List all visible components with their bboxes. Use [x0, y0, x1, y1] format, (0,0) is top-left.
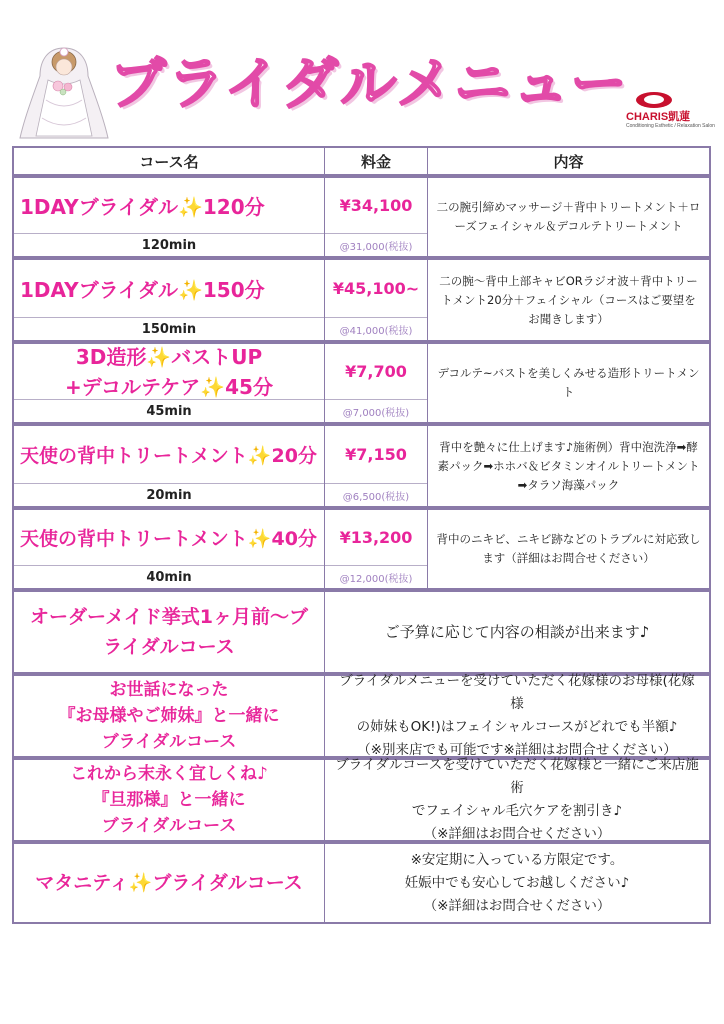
course-price-tax: @6,500(税抜) — [342, 491, 410, 503]
course-name-cell — [14, 426, 325, 506]
course-name: 天使の背中トリートメント✨40分 — [14, 510, 324, 566]
course-name — [14, 760, 324, 840]
page-header — [0, 0, 724, 142]
course-description: ご予算に応じて内容の相談が出来ます♪ — [384, 622, 650, 641]
course-description: 二の腕引締めマッサージ＋背中トリートメント＋ローズフェイシャル＆デコルテトリートメント — [436, 200, 701, 233]
course-name — [14, 592, 324, 672]
table-row — [12, 508, 711, 590]
description-line: でフェイシャル毛穴ケアを割引き♪ — [411, 803, 623, 819]
course-description: 背中のニキビ、ニキビ跡などのトラブルに対応致します（詳細はお問合せください） — [436, 532, 701, 565]
course-duration: 150min — [141, 321, 197, 337]
course-price: ¥7,150 — [325, 426, 427, 484]
table-row — [12, 590, 711, 674]
table-row — [12, 842, 711, 924]
course-name-line: ブライダルコース — [101, 732, 237, 752]
logo-text: CHARIS凱蓮 — [626, 111, 691, 123]
col-price-header: 料金 — [325, 148, 428, 174]
course-name-line: ブライダルコース — [101, 816, 237, 836]
course-name-cell — [14, 344, 325, 422]
col-name-header: コース名 — [14, 148, 325, 174]
description-line: ブライダルメニューを受けていただく花嫁様のお母様(花嫁様 — [339, 673, 695, 712]
table-row — [12, 758, 711, 842]
course-name-cell — [14, 592, 325, 672]
course-duration: 45min — [146, 403, 192, 419]
desc-cell — [325, 844, 709, 922]
course-name-cell — [14, 844, 325, 922]
course-name-line: 『お母様やご姉妹』と一緒に — [58, 706, 280, 726]
description-line: ブライダルコースを受けていただく花嫁様と一緒にご来店施術 — [335, 757, 699, 796]
price-cell — [325, 426, 428, 506]
bride-illustration-icon — [18, 40, 110, 140]
desc-cell — [428, 510, 709, 588]
col-desc-header: 内容 — [553, 152, 584, 171]
course-name: マタニティ✨ブライダルコース — [35, 872, 303, 894]
course-description: デコルテ~バストを美しくみせる造形トリートメント — [437, 366, 700, 399]
desc-cell — [325, 673, 709, 758]
course-name-line: 3D造形✨バストUP — [75, 344, 263, 369]
course-price-tax: @31,000(税抜) — [339, 241, 413, 253]
course-name: 1DAYブライダル✨150分 — [14, 260, 324, 318]
description-line: ※安定期に入っている方限定です。 — [410, 851, 624, 868]
course-name-line: ライダルコース — [103, 636, 235, 658]
desc-cell — [428, 178, 709, 256]
table-row — [12, 176, 711, 258]
course-name-line: これから末永く宜しくね♪ — [70, 764, 268, 784]
course-name-cell — [14, 260, 325, 340]
table-header-row — [12, 146, 711, 176]
course-duration: 20min — [146, 487, 192, 503]
price-cell — [325, 510, 428, 588]
course-name-cell — [14, 676, 325, 756]
price-cell — [325, 260, 428, 340]
course-name-cell — [14, 510, 325, 588]
description-line: （※詳細はお問合せください） — [423, 826, 611, 842]
course-description — [325, 844, 709, 922]
course-description — [325, 673, 709, 758]
course-name-line: オーダーメイド挙式1ヶ月前～ブ — [30, 606, 308, 628]
course-price: ¥34,100 — [325, 178, 427, 234]
course-price-tax: @7,000(税抜) — [342, 407, 410, 419]
course-description — [325, 757, 709, 842]
course-description: 背中を艶々に仕上げます♪施術例）背中泡洗浄➡酵素パック➡ホホバ＆ビタミンオイルトリートメント➡タラソ海藻パック — [437, 439, 700, 492]
description-line: の姉妹もOK!)はフェイシャルコースがどれでも半額♪ — [356, 719, 678, 735]
desc-cell — [325, 757, 709, 842]
course-duration: 40min — [146, 569, 192, 585]
course-name-cell — [14, 760, 325, 840]
logo-subtext: Conditioning Esthetic / Relaxation Salon — [626, 123, 715, 129]
course-name: 天使の背中トリートメント✨20分 — [14, 426, 324, 484]
course-name-line: 『旦那様』と一緒に — [92, 790, 246, 810]
description-line: （※詳細はお問合せください） — [423, 897, 611, 914]
course-name: 1DAYブライダル✨120分 — [14, 178, 324, 234]
charis-logo — [626, 92, 715, 136]
course-name-cell — [14, 178, 325, 256]
table-row — [12, 674, 711, 758]
table-row — [12, 342, 711, 424]
course-description: 二の腕～背中上部キャビORラジオ波＋背中トリートメント20分＋フェイシャル（コースはご要望をお聞きします） — [439, 273, 698, 326]
description-line: （※別来店でも可能です※詳細はお問合せください） — [357, 742, 677, 758]
description-line: 妊娠中でも安心してお越しください♪ — [404, 874, 630, 891]
course-price: ¥7,700 — [325, 344, 427, 400]
course-name — [14, 344, 324, 400]
table-row — [12, 258, 711, 342]
price-cell — [325, 178, 428, 256]
desc-cell — [428, 426, 709, 506]
course-name-line: お世話になった — [109, 680, 229, 700]
course-price-tax: @12,000(税抜) — [339, 573, 413, 585]
course-price: ¥13,200 — [325, 510, 427, 566]
course-name-line: +デコルテケア✨45分 — [65, 374, 273, 399]
desc-cell — [428, 344, 709, 422]
course-name — [14, 676, 324, 756]
charis-logo-mark-icon — [636, 92, 672, 108]
course-price: ¥45,100~ — [325, 260, 427, 318]
desc-cell — [325, 592, 709, 672]
table-row — [12, 424, 711, 508]
price-cell — [325, 344, 428, 422]
page-title: ブライダルメニュー — [110, 52, 629, 117]
course-duration: 120min — [141, 237, 197, 253]
course-price-tax: @41,000(税抜) — [339, 325, 413, 337]
desc-cell — [428, 260, 709, 340]
